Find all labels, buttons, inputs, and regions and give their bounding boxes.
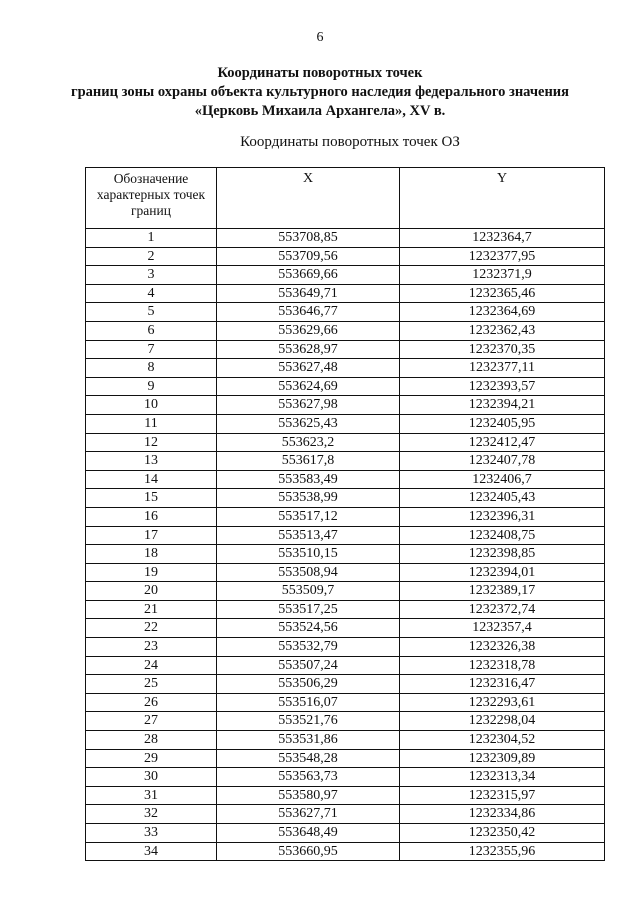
x-coordinate-cell: 553513,47 (217, 526, 400, 545)
x-coordinate-cell: 553580,97 (217, 786, 400, 805)
y-coordinate-cell: 1232304,52 (400, 731, 605, 750)
x-coordinate-cell: 553629,66 (217, 321, 400, 340)
point-number-cell: 20 (86, 582, 217, 601)
table-row (86, 470, 605, 489)
x-coordinate-cell: 553507,24 (217, 656, 400, 675)
point-number-cell: 7 (86, 340, 217, 359)
point-number-cell: 33 (86, 824, 217, 843)
title-line-1: Координаты поворотных точек (217, 65, 423, 81)
point-number-cell: 31 (86, 786, 217, 805)
x-coordinate-cell: 553510,15 (217, 545, 400, 564)
table-row (86, 731, 605, 750)
x-coordinate-cell: 553517,25 (217, 600, 400, 619)
point-number-cell: 8 (86, 359, 217, 378)
table-row (86, 693, 605, 712)
point-number-cell: 26 (86, 693, 217, 712)
table-row (86, 303, 605, 322)
x-coordinate-cell: 553627,71 (217, 805, 400, 824)
table-row (86, 805, 605, 824)
x-coordinate-cell: 553508,94 (217, 563, 400, 582)
x-coordinate-cell: 553521,76 (217, 712, 400, 731)
x-coordinate-cell: 553623,2 (217, 433, 400, 452)
point-number-cell: 18 (86, 545, 217, 564)
table-row (86, 768, 605, 787)
table-row (86, 600, 605, 619)
y-coordinate-cell: 1232309,89 (400, 749, 605, 768)
table-row (86, 359, 605, 378)
table-row (86, 247, 605, 266)
document-title (0, 64, 640, 121)
table-row (86, 638, 605, 657)
header-y: Y (400, 168, 605, 229)
title-line-3: «Церковь Михаила Архангела», XV в. (194, 103, 446, 119)
table-row (86, 489, 605, 508)
y-coordinate-cell: 1232357,4 (400, 619, 605, 638)
y-coordinate-cell: 1232298,04 (400, 712, 605, 731)
x-coordinate-cell: 553563,73 (217, 768, 400, 787)
y-coordinate-cell: 1232365,46 (400, 284, 605, 303)
y-coordinate-cell: 1232394,21 (400, 396, 605, 415)
y-coordinate-cell: 1232407,78 (400, 452, 605, 471)
table-row (86, 266, 605, 285)
y-coordinate-cell: 1232377,95 (400, 247, 605, 266)
point-number-cell: 27 (86, 712, 217, 731)
table-row (86, 842, 605, 861)
y-coordinate-cell: 1232370,35 (400, 340, 605, 359)
y-coordinate-cell: 1232389,17 (400, 582, 605, 601)
point-number-cell: 11 (86, 414, 217, 433)
point-number-cell: 24 (86, 656, 217, 675)
table-row (86, 377, 605, 396)
x-coordinate-cell: 553532,79 (217, 638, 400, 657)
x-coordinate-cell: 553628,97 (217, 340, 400, 359)
table-row (86, 582, 605, 601)
x-coordinate-cell: 553669,66 (217, 266, 400, 285)
point-number-cell: 1 (86, 229, 217, 248)
x-coordinate-cell: 553524,56 (217, 619, 400, 638)
point-number-cell: 9 (86, 377, 217, 396)
point-number-cell: 22 (86, 619, 217, 638)
table-row (86, 675, 605, 694)
x-coordinate-cell: 553506,29 (217, 675, 400, 694)
y-coordinate-cell: 1232394,01 (400, 563, 605, 582)
y-coordinate-cell: 1232326,38 (400, 638, 605, 657)
point-number-cell: 25 (86, 675, 217, 694)
table-row (86, 321, 605, 340)
point-number-cell: 17 (86, 526, 217, 545)
x-coordinate-cell: 553509,7 (217, 582, 400, 601)
y-coordinate-cell: 1232405,43 (400, 489, 605, 508)
y-coordinate-cell: 1232371,9 (400, 266, 605, 285)
point-number-cell: 13 (86, 452, 217, 471)
point-number-cell: 23 (86, 638, 217, 657)
x-coordinate-cell: 553583,49 (217, 470, 400, 489)
table-row (86, 396, 605, 415)
table-row (86, 433, 605, 452)
x-coordinate-cell: 553627,48 (217, 359, 400, 378)
y-coordinate-cell: 1232408,75 (400, 526, 605, 545)
page-number: 6 (316, 30, 324, 45)
point-number-cell: 15 (86, 489, 217, 508)
y-coordinate-cell: 1232313,34 (400, 768, 605, 787)
table-row (86, 507, 605, 526)
point-number-cell: 29 (86, 749, 217, 768)
header-designation: Обозначение характерных точек границ (86, 168, 217, 229)
y-coordinate-cell: 1232362,43 (400, 321, 605, 340)
point-number-cell: 2 (86, 247, 217, 266)
y-coordinate-cell: 1232315,97 (400, 786, 605, 805)
x-coordinate-cell: 553649,71 (217, 284, 400, 303)
table-row (86, 563, 605, 582)
y-coordinate-cell: 1232334,86 (400, 805, 605, 824)
coordinates-table (85, 167, 605, 861)
point-number-cell: 4 (86, 284, 217, 303)
point-number-cell: 3 (86, 266, 217, 285)
table-row (86, 452, 605, 471)
x-coordinate-cell: 553516,07 (217, 693, 400, 712)
y-coordinate-cell: 1232355,96 (400, 842, 605, 861)
point-number-cell: 34 (86, 842, 217, 861)
table-row (86, 619, 605, 638)
point-number-cell: 32 (86, 805, 217, 824)
point-number-cell: 6 (86, 321, 217, 340)
x-coordinate-cell: 553517,12 (217, 507, 400, 526)
x-coordinate-cell: 553709,56 (217, 247, 400, 266)
table-row (86, 414, 605, 433)
table-row (86, 284, 605, 303)
table-row (86, 340, 605, 359)
table-row (86, 712, 605, 731)
table-row (86, 749, 605, 768)
point-number-cell: 30 (86, 768, 217, 787)
y-coordinate-cell: 1232372,74 (400, 600, 605, 619)
y-coordinate-cell: 1232364,69 (400, 303, 605, 322)
header-x: X (217, 168, 400, 229)
table-row (86, 656, 605, 675)
y-coordinate-cell: 1232398,85 (400, 545, 605, 564)
table-row (86, 545, 605, 564)
point-number-cell: 5 (86, 303, 217, 322)
table-row (86, 786, 605, 805)
y-coordinate-cell: 1232318,78 (400, 656, 605, 675)
table-row (86, 229, 605, 248)
table-header-row (86, 168, 605, 229)
x-coordinate-cell: 553660,95 (217, 842, 400, 861)
point-number-cell: 19 (86, 563, 217, 582)
point-number-cell: 28 (86, 731, 217, 750)
y-coordinate-cell: 1232377,11 (400, 359, 605, 378)
table-row (86, 824, 605, 843)
table-row (86, 526, 605, 545)
y-coordinate-cell: 1232405,95 (400, 414, 605, 433)
x-coordinate-cell: 553625,43 (217, 414, 400, 433)
y-coordinate-cell: 1232316,47 (400, 675, 605, 694)
y-coordinate-cell: 1232293,61 (400, 693, 605, 712)
point-number-cell: 12 (86, 433, 217, 452)
point-number-cell: 21 (86, 600, 217, 619)
point-number-cell: 14 (86, 470, 217, 489)
y-coordinate-cell: 1232396,31 (400, 507, 605, 526)
table-caption: Координаты поворотных точек ОЗ (240, 134, 460, 150)
y-coordinate-cell: 1232412,47 (400, 433, 605, 452)
point-number-cell: 10 (86, 396, 217, 415)
y-coordinate-cell: 1232364,7 (400, 229, 605, 248)
x-coordinate-cell: 553531,86 (217, 731, 400, 750)
x-coordinate-cell: 553617,8 (217, 452, 400, 471)
x-coordinate-cell: 553648,49 (217, 824, 400, 843)
x-coordinate-cell: 553538,99 (217, 489, 400, 508)
y-coordinate-cell: 1232393,57 (400, 377, 605, 396)
x-coordinate-cell: 553646,77 (217, 303, 400, 322)
point-number-cell: 16 (86, 507, 217, 526)
title-line-2: границ зоны охраны объекта культурного наследия федерального значения (70, 84, 570, 100)
y-coordinate-cell: 1232406,7 (400, 470, 605, 489)
x-coordinate-cell: 553624,69 (217, 377, 400, 396)
x-coordinate-cell: 553548,28 (217, 749, 400, 768)
x-coordinate-cell: 553627,98 (217, 396, 400, 415)
x-coordinate-cell: 553708,85 (217, 229, 400, 248)
y-coordinate-cell: 1232350,42 (400, 824, 605, 843)
